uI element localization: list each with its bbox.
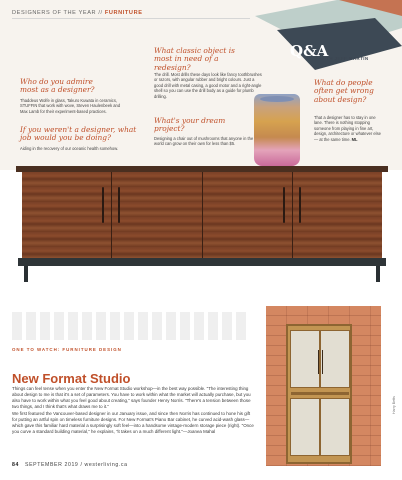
section-tag: ONE TO WATCH: FURNITURE DESIGN	[12, 347, 122, 352]
question-4: If you weren't a designer, what job would you be doing?	[20, 125, 137, 143]
answer-4: Aiding in the recovery of our oceanic health somehow.	[20, 146, 119, 151]
cabinet-door	[203, 172, 293, 258]
decorative-stripes	[12, 312, 250, 340]
page-number: 84	[12, 462, 19, 468]
cabinet-leg	[376, 266, 380, 282]
glass-panel	[320, 330, 350, 388]
photo-credit: Harry Betts	[392, 396, 396, 414]
cabinet-base	[18, 258, 386, 266]
question-1: What classic object is most in need of a redesign?	[154, 46, 235, 72]
cabinet-body	[22, 172, 382, 258]
vase-image	[254, 94, 300, 166]
answer-5	[314, 115, 384, 142]
door-handle	[118, 187, 120, 223]
subsection-label: FURNITURE	[104, 10, 143, 16]
article-paragraph: We first featured the Vancouver-based designer in our January issue, and since then Norris has continued to hone his gift for putting an artful spin on timeless furniture designs. For New Format's Piano Bar cabinet, he curved acid-wash glass—which gave this familiar hard material a surprisingly soft feel—into a handsome vintage-modern storage piece (right). "Once you curve a standard building material," he explains, "it takes on a much different light."—Joanea Mahal	[12, 410, 254, 435]
article-paragraph: Things can feel tense when you enter the New Format Studio workshop—in the best way possible. "The interesting thing about design to me is that it's a set of parameters. You have to work within what the market will actually purchase, but you also have to work within what you feel good about creating," says founder Henry Norris. "There's a tension between those two things, and I think that's what draws me to it."	[12, 386, 251, 410]
cabinet-photo-2	[266, 306, 381, 466]
qa-title: Q&A	[290, 42, 329, 60]
article-body	[12, 386, 254, 436]
question-5: What do people often get wrong about design?	[314, 78, 374, 104]
article-title: New Format Studio	[12, 371, 131, 386]
glass-panel	[290, 398, 320, 456]
glass-cabinet	[286, 324, 352, 464]
cabinet-photo	[16, 166, 388, 286]
door-handle	[102, 187, 104, 223]
question-2: Who do you admire most as a designer?	[20, 77, 95, 95]
glass-panel	[320, 398, 350, 456]
cabinet-handle	[322, 350, 323, 374]
cabinet-door	[22, 172, 112, 258]
question-3: What's your dream project?	[154, 116, 226, 134]
end-mark: ML	[351, 136, 358, 142]
page-footer	[12, 462, 128, 468]
answer-3: Designing a chair out of mushrooms that anyone in the world can grow on their own for less than $5.	[154, 136, 254, 147]
shelf	[291, 392, 349, 395]
qa-byline: WITH JEFF MARTIN	[320, 56, 369, 61]
cabinet-door	[112, 172, 202, 258]
section-divider	[12, 18, 250, 19]
cabinet-leg	[24, 266, 28, 282]
door-handle	[283, 187, 285, 223]
door-handle	[299, 187, 301, 223]
answer-1: The drill. Most drills these days look like fancy toothbrushes or razors, with angular rubber and bright colours. Just a good drill with metal casing, a good motor and a right-angle shell so you can use the drill body as a guide for plumb drilling.	[154, 72, 262, 99]
answer-5-text: That a designer has to stay in one lane. There is nothing stopping someone from playing in fine art, design, architecture or whatever else — at the same time.	[314, 115, 381, 142]
issue-info: SEPTEMBER 2019 / westerliving.ca	[25, 462, 128, 468]
page-header	[12, 10, 143, 16]
glass-panel	[290, 330, 320, 388]
section-label: DESIGNERS OF THE YEAR //	[12, 10, 103, 16]
cabinet-door	[293, 172, 382, 258]
cabinet-handle	[318, 350, 319, 374]
answer-2: Thaddeus Wolfe in glass, Takuro Kuwata in ceramics, STUFFIN that work with wove, Steven Haulenbeek and Max Lamb for their experiment-based practices.	[20, 98, 121, 114]
